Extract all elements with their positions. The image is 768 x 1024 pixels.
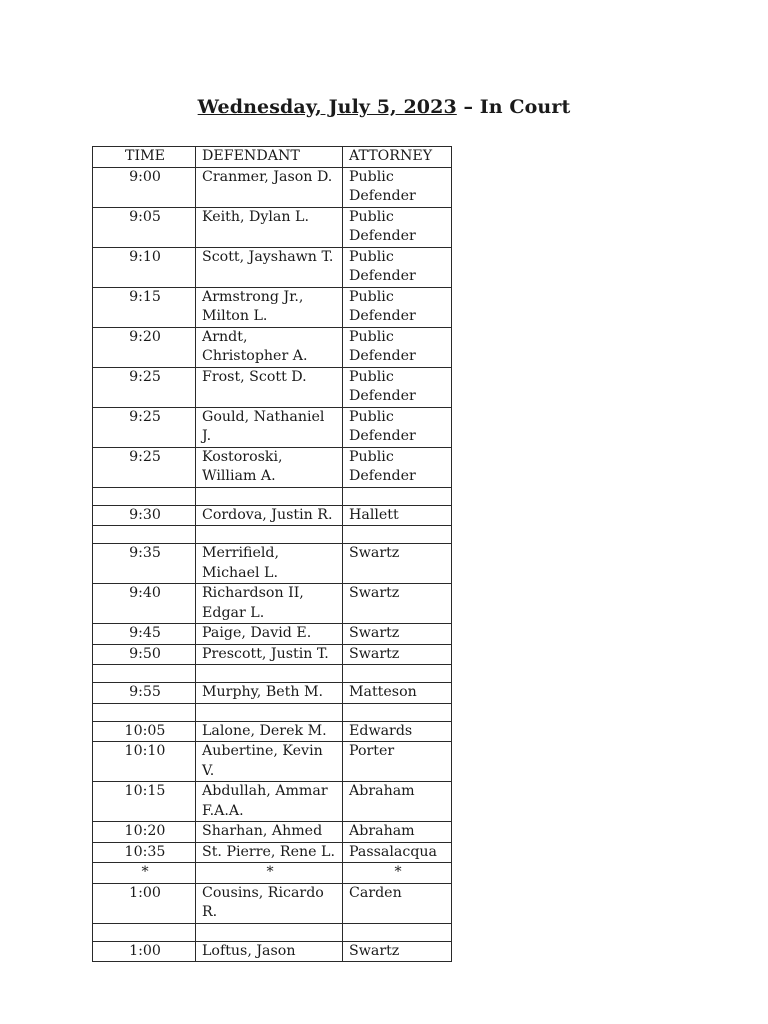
blank-row bbox=[93, 923, 452, 941]
blank-row bbox=[93, 665, 452, 683]
time-cell: 9:00 bbox=[93, 167, 196, 207]
table-row bbox=[93, 367, 452, 407]
attorney-cell: Matteson bbox=[343, 683, 452, 704]
blank-cell bbox=[93, 703, 196, 721]
table-row bbox=[93, 683, 452, 704]
time-cell: 10:15 bbox=[93, 782, 196, 822]
court-schedule-table bbox=[92, 146, 452, 962]
attorney-cell: Public Defender bbox=[343, 247, 452, 287]
time-cell: 1:00 bbox=[93, 941, 196, 962]
defendant-cell: Scott, Jayshawn T. bbox=[196, 247, 343, 287]
defendant-cell: St. Pierre, Rene L. bbox=[196, 842, 343, 863]
table-row bbox=[93, 447, 452, 487]
defendant-cell: Lalone, Derek M. bbox=[196, 721, 343, 742]
defendant-cell: Loftus, Jason bbox=[196, 941, 343, 962]
defendant-cell: Arndt, Christopher A. bbox=[196, 327, 343, 367]
blank-cell bbox=[93, 665, 196, 683]
defendant-cell: Kostoroski, William A. bbox=[196, 447, 343, 487]
attorney-cell: Swartz bbox=[343, 941, 452, 962]
table-row bbox=[93, 782, 452, 822]
blank-cell bbox=[343, 665, 452, 683]
blank-cell bbox=[343, 487, 452, 505]
attorney-cell: Swartz bbox=[343, 624, 452, 645]
table-row bbox=[93, 327, 452, 367]
table-header-row bbox=[93, 147, 452, 168]
attorney-cell: Public Defender bbox=[343, 287, 452, 327]
defendant-cell: Sharhan, Ahmed bbox=[196, 822, 343, 843]
table-row bbox=[93, 721, 452, 742]
attorney-cell: Public Defender bbox=[343, 327, 452, 367]
table-row bbox=[93, 407, 452, 447]
time-cell: 10:20 bbox=[93, 822, 196, 843]
attorney-cell: Porter bbox=[343, 742, 452, 782]
blank-row bbox=[93, 703, 452, 721]
attorney-cell: Public Defender bbox=[343, 407, 452, 447]
attorney-cell: Edwards bbox=[343, 721, 452, 742]
table-row bbox=[93, 822, 452, 843]
defendant-cell: Armstrong Jr., Milton L. bbox=[196, 287, 343, 327]
table-row bbox=[93, 505, 452, 526]
time-cell: 9:25 bbox=[93, 367, 196, 407]
attorney-cell: Public Defender bbox=[343, 447, 452, 487]
blank-cell bbox=[93, 487, 196, 505]
defendant-cell: Aubertine, Kevin V. bbox=[196, 742, 343, 782]
header-time: TIME bbox=[93, 147, 196, 168]
time-cell: 9:20 bbox=[93, 327, 196, 367]
time-cell: 9:30 bbox=[93, 505, 196, 526]
defendant-cell: Keith, Dylan L. bbox=[196, 207, 343, 247]
table-row bbox=[93, 842, 452, 863]
defendant-cell: Merrifield, Michael L. bbox=[196, 544, 343, 584]
defendant-cell: Abdullah, Ammar F.A.A. bbox=[196, 782, 343, 822]
attorney-cell: Public Defender bbox=[343, 207, 452, 247]
defendant-cell: Cousins, Ricardo R. bbox=[196, 883, 343, 923]
blank-cell bbox=[343, 703, 452, 721]
table-row bbox=[93, 584, 452, 624]
defendant-cell: Frost, Scott D. bbox=[196, 367, 343, 407]
defendant-cell: Paige, David E. bbox=[196, 624, 343, 645]
blank-cell bbox=[196, 526, 343, 544]
table-row bbox=[93, 883, 452, 923]
defendant-cell: Richardson II, Edgar L. bbox=[196, 584, 343, 624]
defendant-cell: Murphy, Beth M. bbox=[196, 683, 343, 704]
schedule-body bbox=[93, 147, 452, 962]
attorney-cell: Abraham bbox=[343, 782, 452, 822]
time-cell: 10:35 bbox=[93, 842, 196, 863]
table-row bbox=[93, 544, 452, 584]
time-cell: 9:15 bbox=[93, 287, 196, 327]
attorney-cell: Public Defender bbox=[343, 367, 452, 407]
attorney-cell: Public Defender bbox=[343, 167, 452, 207]
time-cell: 9:10 bbox=[93, 247, 196, 287]
defendant-cell: Gould, Nathaniel J. bbox=[196, 407, 343, 447]
header-attorney: ATTORNEY bbox=[343, 147, 452, 168]
time-cell: 9:55 bbox=[93, 683, 196, 704]
time-cell: 9:05 bbox=[93, 207, 196, 247]
defendant-cell: Cranmer, Jason D. bbox=[196, 167, 343, 207]
attorney-cell: Hallett bbox=[343, 505, 452, 526]
table-row bbox=[93, 624, 452, 645]
attorney-cell: Carden bbox=[343, 883, 452, 923]
attorney-cell: * bbox=[343, 863, 452, 884]
blank-cell bbox=[196, 487, 343, 505]
time-cell: 1:00 bbox=[93, 883, 196, 923]
blank-cell bbox=[343, 526, 452, 544]
table-row bbox=[93, 742, 452, 782]
attorney-cell: Swartz bbox=[343, 584, 452, 624]
header-defendant: DEFENDANT bbox=[196, 147, 343, 168]
blank-row bbox=[93, 526, 452, 544]
time-cell: 9:45 bbox=[93, 624, 196, 645]
time-cell: 10:10 bbox=[93, 742, 196, 782]
time-cell: 9:25 bbox=[93, 407, 196, 447]
title-suffix: – In Court bbox=[456, 96, 571, 118]
time-cell: 9:25 bbox=[93, 447, 196, 487]
blank-cell bbox=[343, 923, 452, 941]
attorney-cell: Swartz bbox=[343, 544, 452, 584]
title-date: Wednesday, July 5, 2023 bbox=[197, 96, 457, 118]
defendant-cell: Cordova, Justin R. bbox=[196, 505, 343, 526]
table-row bbox=[93, 167, 452, 207]
table-row bbox=[93, 287, 452, 327]
table-row bbox=[93, 941, 452, 962]
time-cell: 10:05 bbox=[93, 721, 196, 742]
page-title bbox=[0, 96, 768, 118]
time-cell: 9:40 bbox=[93, 584, 196, 624]
time-cell: 9:50 bbox=[93, 644, 196, 665]
separator-row bbox=[93, 863, 452, 884]
blank-cell bbox=[93, 923, 196, 941]
attorney-cell: Abraham bbox=[343, 822, 452, 843]
table-row bbox=[93, 247, 452, 287]
time-cell: 9:35 bbox=[93, 544, 196, 584]
table-row bbox=[93, 644, 452, 665]
attorney-cell: Swartz bbox=[343, 644, 452, 665]
blank-cell bbox=[93, 526, 196, 544]
defendant-cell: Prescott, Justin T. bbox=[196, 644, 343, 665]
attorney-cell: Passalacqua bbox=[343, 842, 452, 863]
blank-cell bbox=[196, 665, 343, 683]
table-row bbox=[93, 207, 452, 247]
defendant-cell: * bbox=[196, 863, 343, 884]
blank-cell bbox=[196, 923, 343, 941]
blank-cell bbox=[196, 703, 343, 721]
blank-row bbox=[93, 487, 452, 505]
time-cell: * bbox=[93, 863, 196, 884]
